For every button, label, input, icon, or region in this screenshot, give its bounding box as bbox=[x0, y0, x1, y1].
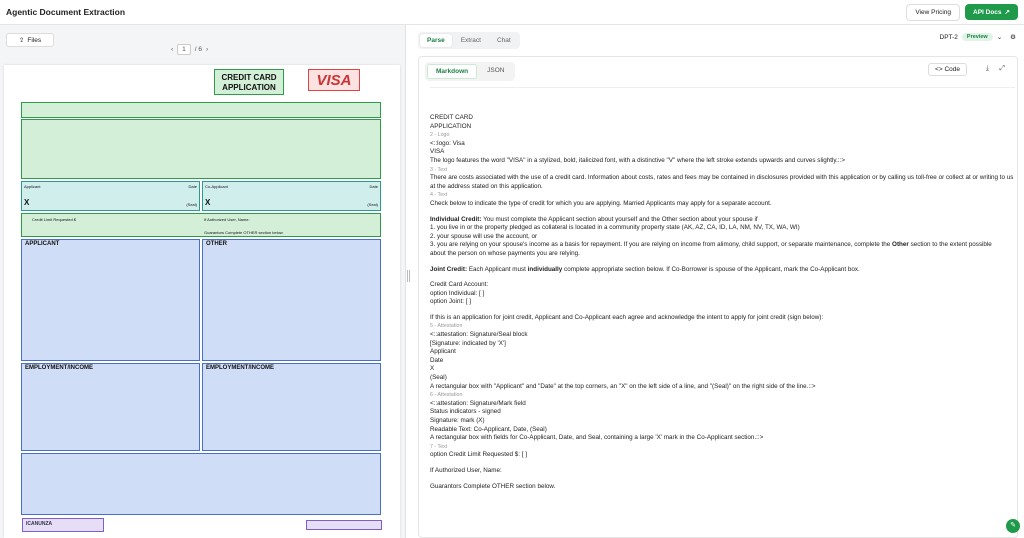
md-bold: individually bbox=[527, 265, 563, 273]
tab-extract[interactable]: Extract bbox=[460, 37, 481, 44]
code-button[interactable]: <> Code bbox=[928, 63, 967, 76]
code-label: Code bbox=[944, 66, 960, 73]
tab-parse[interactable]: Parse bbox=[420, 34, 452, 47]
md-bold: Individual Credit: bbox=[430, 215, 482, 223]
brand-logo: ICANUNZA bbox=[26, 521, 53, 527]
format-tabs bbox=[425, 62, 515, 81]
md-bold: Joint Credit: bbox=[430, 265, 468, 273]
output-panel bbox=[418, 56, 1018, 538]
sig-date-label: Date bbox=[188, 184, 197, 189]
chunk-applicant-form[interactable] bbox=[21, 239, 200, 361]
preview-badge: Preview bbox=[962, 33, 993, 41]
md-paragraph: There are costs associated with the use of a credit card. Information about costs, rates and fees may be contained in disclosures provided with this application or by calling us toll-free or collect at or writing to us at the address stated on this application. bbox=[430, 174, 1014, 190]
files-button[interactable] bbox=[6, 33, 54, 47]
tab-json[interactable]: JSON bbox=[487, 67, 505, 74]
md-line: Readable Text: Co-Applicant, Date, (Seal) bbox=[430, 425, 547, 433]
results-pane bbox=[412, 25, 1024, 538]
doc-title-line1: CREDIT CARD bbox=[221, 73, 277, 82]
page-navigator bbox=[171, 42, 208, 56]
chunk-text-4[interactable] bbox=[21, 119, 381, 179]
model-selector[interactable] bbox=[940, 33, 1017, 41]
top-bar bbox=[0, 0, 1024, 25]
md-line: The logo features the word "VISA" in a stylized, bold, italicized font, with a distinctive "V" where the left stroke extends upwards and curves slightly.::> bbox=[430, 156, 846, 164]
sig-seal-label-2: (Seal) bbox=[367, 202, 378, 207]
next-page-icon[interactable]: › bbox=[206, 45, 209, 53]
md-line: Date bbox=[430, 356, 444, 364]
doc-title-box[interactable] bbox=[214, 69, 284, 95]
md-paragraph: If this is an application for joint credit, Applicant and Co-Applicant each agree and acknowledge the intent to apply for joint credit (sign below): bbox=[430, 313, 824, 321]
page-input[interactable]: 1 bbox=[177, 44, 191, 55]
app-title: Agentic Document Extraction bbox=[6, 7, 126, 17]
md-line: [Signature: indicated by 'X'] bbox=[430, 339, 506, 347]
download-icon[interactable]: ⤓ bbox=[985, 65, 989, 72]
md-line: 2. your spouse will use the account, or bbox=[430, 232, 538, 240]
md-line: option Credit Limit Requested $: [ ] bbox=[430, 451, 527, 459]
chunk-other-form[interactable] bbox=[202, 239, 381, 361]
md-paragraph bbox=[430, 266, 1015, 275]
md-line: Applicant bbox=[430, 348, 456, 356]
md-line: Credit Card Account: bbox=[430, 281, 489, 289]
external-link-icon: ↗ bbox=[1004, 9, 1010, 16]
md-line: Signature: mark (X) bbox=[430, 417, 485, 424]
view-pricing-button[interactable]: View Pricing bbox=[906, 4, 960, 21]
chunk-employment-1[interactable] bbox=[21, 363, 200, 451]
feedback-icon[interactable]: ✎ bbox=[1006, 519, 1020, 533]
md-line: option Individual: [ ] bbox=[430, 289, 485, 297]
md-text: section to the extent possible bbox=[908, 241, 992, 249]
document-viewer bbox=[0, 25, 406, 538]
md-line: <::attestation: Signature/Seal block bbox=[430, 331, 528, 339]
md-line: X bbox=[430, 365, 435, 373]
md-bold: Other bbox=[892, 241, 909, 249]
sig-applicant-label: Applicant bbox=[24, 184, 41, 189]
credit-limit-label: Credit Limit Requested $ bbox=[32, 217, 77, 222]
md-paragraph bbox=[430, 216, 1015, 225]
sig-seal-label: (Seal) bbox=[186, 202, 197, 207]
chunk-label: 3 - Text bbox=[430, 166, 448, 173]
chunk-footer-code[interactable] bbox=[306, 520, 382, 530]
chunk-label: 2 - Logo bbox=[430, 132, 450, 139]
upload-icon: ⇪ bbox=[18, 37, 25, 44]
chunk-employment-2[interactable] bbox=[202, 363, 381, 451]
tab-chat[interactable]: Chat bbox=[496, 37, 511, 44]
md-paragraph: Check below to indicate the type of credit for which you are applying. Married Applicants may apply for a separate account. bbox=[430, 199, 772, 207]
page-total: / 6 bbox=[194, 45, 203, 53]
chunk-text-7[interactable] bbox=[21, 213, 381, 237]
sig-coapplicant-label: Co-Applicant bbox=[205, 184, 228, 189]
md-text: Each Applicant must bbox=[467, 265, 528, 273]
chunk-label: 5 - Attestation bbox=[430, 323, 463, 330]
visa-logo[interactable]: VISA bbox=[308, 69, 360, 91]
md-line: Status indicators - signed bbox=[430, 408, 501, 416]
applicant-heading: APPLICANT bbox=[25, 241, 60, 247]
guarantors-label: Guarantors Complete OTHER section below. bbox=[204, 230, 284, 235]
expand-icon[interactable]: ⤢ bbox=[999, 65, 1005, 72]
md-line: 1. you live in or the property pledged as collateral is located in a community property state (AK, AZ, CA, ID, LA, NM, NV, TX, WA, WI) bbox=[430, 224, 800, 232]
md-line: (Seal) bbox=[430, 374, 447, 382]
md-line: VISA bbox=[430, 148, 445, 156]
chunk-text-3[interactable] bbox=[21, 102, 381, 118]
other-heading: OTHER bbox=[206, 241, 227, 247]
md-line: APPLICATION bbox=[430, 122, 472, 130]
chunk-attestation-5[interactable] bbox=[21, 181, 200, 211]
chunk-attestation-6[interactable] bbox=[202, 181, 381, 211]
chunk-label: 7 - Text bbox=[430, 443, 448, 450]
sig-x-mark-2: X bbox=[205, 198, 211, 207]
chunk-brand-logo[interactable] bbox=[22, 518, 104, 532]
md-line: A rectangular box with "Applicant" and "Date" at the top corners, an "X" on the left side of a line, and "(Seal)" on the right side of the line.::> bbox=[430, 382, 816, 390]
markdown-content bbox=[430, 87, 1015, 537]
md-text: 3. you are relying on your spouse's income as a basis for repayment. If you are relying on income from alimony, child support, or separate maintenance, complete the bbox=[430, 241, 893, 249]
chunk-label: 4 - Text bbox=[430, 192, 448, 199]
md-line: CREDIT CARD bbox=[430, 114, 473, 121]
api-docs-label: API Docs bbox=[973, 8, 1002, 16]
doc-title-line2: APPLICATION bbox=[222, 83, 276, 92]
prev-page-icon[interactable]: ‹ bbox=[171, 45, 174, 53]
tab-markdown[interactable]: Markdown bbox=[427, 64, 477, 79]
document-page bbox=[4, 65, 400, 538]
md-line: If Authorized User, Name: bbox=[430, 466, 502, 474]
employment-heading-2: EMPLOYMENT/INCOME bbox=[206, 365, 275, 371]
md-line: <::logo: Visa bbox=[430, 139, 465, 147]
employment-heading-1: EMPLOYMENT/INCOME bbox=[25, 365, 94, 371]
chunk-label: 6 - Attestation bbox=[430, 392, 463, 399]
md-text: You must complete the Applicant section about yourself and the Other section about your spouse if bbox=[481, 215, 758, 223]
md-line bbox=[430, 241, 1015, 250]
md-line: <::attestation: Signature/Mark field bbox=[430, 399, 526, 407]
model-name: DPT-2 bbox=[939, 33, 958, 41]
chevron-down-icon: ⌄ bbox=[996, 34, 1003, 41]
md-line: option Joint: [ ] bbox=[430, 298, 471, 306]
sig-x-mark: X bbox=[24, 198, 30, 207]
api-docs-button[interactable] bbox=[965, 4, 1018, 20]
md-line: A rectangular box with fields for Co-Applicant, Date, and Seal, containing a large 'X' mark in the Co-Applicant section.::> bbox=[430, 434, 764, 442]
sig-date-label-2: Date bbox=[369, 184, 378, 189]
settings-icon[interactable]: ⚙ bbox=[1010, 34, 1016, 41]
md-text: complete appropriate section below. If Co-Borrower is spouse of the Applicant, mark the Co-Applicant box. bbox=[562, 265, 860, 273]
md-line: about the person on whose payments you are relying. bbox=[430, 249, 580, 257]
chunk-employer-history[interactable] bbox=[21, 453, 381, 515]
pane-resize-handle[interactable] bbox=[407, 270, 410, 282]
md-line: Guarantors Complete OTHER section below. bbox=[430, 482, 556, 490]
authorized-user-label: If Authorized User, Name: bbox=[204, 217, 250, 222]
files-label: Files bbox=[27, 36, 42, 44]
result-tabs bbox=[418, 32, 520, 49]
